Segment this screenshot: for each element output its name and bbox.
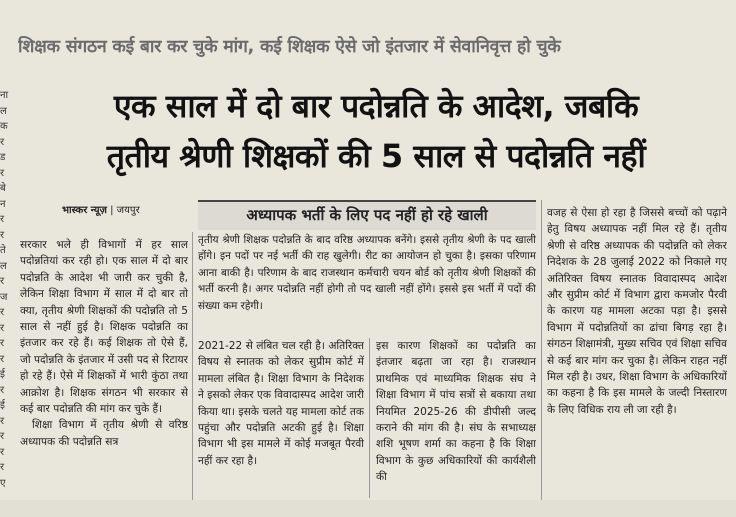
article-column-1 <box>20 237 188 507</box>
edge-fragment: ई <box>0 369 5 380</box>
column-divider <box>192 232 193 502</box>
top-paragraph-text: तृतीय श्रेणी शिक्षक पदोन्नति के बाद वरिष्ठ अध्यापक बनेंगे। इससे तृतीय श्रेणी के पद खाली होंगे। इन पदों पर नई भर्ती की राह खुलेगी। रीट का आयोजन हो चुका है। इसका परिणाम आना बाकी है। परिणाम के बाद राजस्थान कर्मचारी चयन बोर्ड को तृतीय श्रेणी शिक्षकों की भर्ती करनी है। अगर पदोन्नति नहीं होगी तो पद खाली नहीं होंगे। इससे इस भर्ती में पदों की संख्या कम रहेगी। <box>198 234 536 312</box>
article-top-paragraph <box>198 232 536 328</box>
column-1-paragraph-2: शिक्षा विभाग में तृतीय श्रेणी से वरिष्ठ अध्यापक की पदोन्नति सत्र <box>20 419 188 448</box>
edge-fragment: र <box>0 136 5 148</box>
left-edge-fragments <box>0 88 14 498</box>
column-divider <box>369 338 370 498</box>
edge-fragment: र <box>0 462 5 473</box>
column-divider <box>541 200 542 500</box>
column-1-paragraph-1: सरकार भले ही विभागों में हर साल पदोन्नतियां कर रही हो। एक साल में दो बार पदोन्नति के आदेश भी जारी कर चुकी है, लेकिन शिक्षा विभाग में साल में दो बार तो क्या, तृतीय श्रेणी शिक्षकों की पदोन्नति तो 5 साल से नहीं हुई है। शिक्षक पदोन्नति का इंतजार कर रहे हैं। कई शिक्षक तो ऐसे हैं, जो पदोन्नति के इंतजार में उसी पद से रिटायर हो रहे हैं। ऐसे में शिक्षकों में भारी कुंठा तथा आक्रोश है। शिक्षक संगठन भी सरकार से कई बार पदोन्नति की मांग कर चुके हैं। <box>20 239 188 416</box>
byline <box>62 202 140 216</box>
edge-fragment: र <box>0 446 5 458</box>
byline-source: भास्कर न्यूज़ <box>62 205 107 216</box>
article-column-3 <box>376 338 536 488</box>
byline-place: जयपुर <box>116 205 140 216</box>
edge-fragment: र <box>0 229 5 241</box>
headline-line-2: तृतीय श्रेणी शिक्षकों की 5 साल से पदोन्नति नहीं <box>106 137 646 175</box>
edge-fragment: र <box>0 384 5 396</box>
edge-fragment: र <box>0 353 5 365</box>
edge-fragment: क <box>0 121 8 132</box>
headline-line-1: एक साल में दो बार पदोन्नति के आदेश, जबकि <box>113 87 639 125</box>
edge-fragment: र <box>0 276 5 287</box>
edge-fragment: र <box>0 167 5 179</box>
edge-fragment: ड <box>0 152 6 163</box>
article-column-4 <box>547 205 727 495</box>
edge-fragment: ज <box>0 291 8 303</box>
article-column-2 <box>198 338 364 488</box>
edge-fragment: र <box>0 322 5 334</box>
edge-fragment: ना <box>0 90 9 101</box>
bottom-edge <box>0 500 736 517</box>
edge-fragment: ल <box>0 105 7 117</box>
edge-fragment: ल <box>0 260 7 272</box>
edge-fragment: ई <box>0 400 5 411</box>
edge-fragment: ए <box>0 477 6 489</box>
edge-fragment: ते <box>0 245 6 256</box>
edge-fragment: र <box>0 431 5 442</box>
column-4-text: वजह से ऐसा हो रहा है जिससे बच्चों को पढ़ाने हेतु विषय अध्यापक नहीं मिल रहे हैं। तृतीय श्रेणी से वरिष्ठ अध्यापक की पदोन्नति को लेकर निदेशक के 28 जुलाई 2022 को निकाले गए अतिरिक्त विषय स्नातक विवादास्पद आदेश और सुप्रीम कोर्ट में विभाग द्वारा कमजोर पैरवी के कारण यह मामला अटका पड़ा है। इससे विभाग में पदोन्नतियों का ढांचा बिगड़ रहा है। संगठन शिक्षामंत्री, मुख्य सचिव एवं शिक्षा सचिव से कई बार मांग कर चुका है। लेकिन राहत नहीं मिल रही है। उधर, शिक्षा विभाग के अधिकारियों का कहना है कि इस मामले के जल्दी निस्तारण के लिए विधिक राय ली जा रही है। <box>547 207 727 416</box>
subhead: अध्यापक भर्ती के लिए पद नहीं हो रहे खाली <box>246 206 488 224</box>
edge-fragment: र <box>0 307 5 318</box>
kicker-line: शिक्षक संगठन कई बार कर चुके मांग, कई शिक्षक ऐसे जो इंतजार में सेवानिवृत्त हो चुके <box>18 37 561 57</box>
byline-separator: | <box>106 205 117 216</box>
edge-fragment: न <box>0 198 6 210</box>
column-2-text: 2021-22 से लंबित चल रही है। अतिरिक्त विषय से स्नातक को लेकर सुप्रीम कोर्ट में मामला लंबित है। शिक्षा विभाग के निदेशक ने इसको लेकर एक विवादास्पद आदेश जारी किया था। इसके चलते यह मामला कोर्ट तक पहुंचा और पदोन्नति अटकी हुई है। शिक्षा विभाग भी इस मामले में कोई मजबूत पैरवी नहीं कर रहा है। <box>198 340 364 467</box>
edge-fragment: र <box>0 338 5 349</box>
edge-fragment: र <box>0 415 5 427</box>
edge-fragment: बे <box>0 183 6 194</box>
column-3-text: इस कारण शिक्षकों का पदोन्नति का इंतजार बढ़ता जा रहा है। राजस्थान प्राथमिक एवं माध्यमिक शिक्षक संघ ने शिक्षा विभाग में पांच सत्रों से बकाया तथा नियमित 2025-26 की डीपीसी जल्द कराने की मांग की है। संघ के सभाध्यक्ष शशि भूषण शर्मा का कहना है कि शिक्षा विभाग के कुछ अधिकारियों की कार्यशैली की <box>376 340 536 484</box>
edge-fragment: र <box>0 214 5 225</box>
